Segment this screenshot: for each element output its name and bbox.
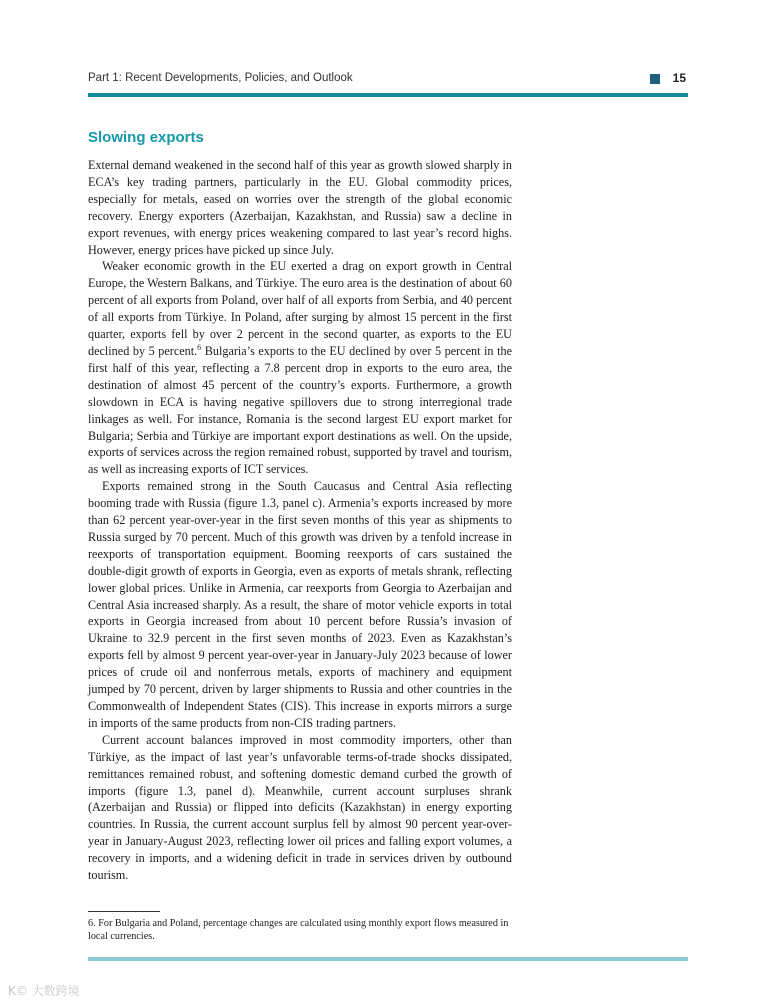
header-square-icon <box>650 74 660 84</box>
page-number: 15 <box>672 71 686 85</box>
paragraph-4: Current account balances improved in most commodity importers, other than Türkiye, as the impact of last year’s unfavorable terms-of-trade shocks dissipated, remittances remained robust, and softening domestic demand curbed the growth of imports (figure 1.3, panel d). Meanwhile, current account surpluses shrank (Azerbaijan and Russia) or flipped into deficits (Kazakhstan) in energy exporting countries. In Russia, the current account surplus fell by almost 90 percent year-over-year in January-August 2023, reflecting lower oil prices and falling export volumes, a recovery in imports, and a widening deficit in trade in services driven by outbound tourism. <box>88 732 512 883</box>
watermark-logo: K© 大数跨境 <box>8 984 80 998</box>
footnote-rule <box>88 911 160 912</box>
paragraph-2-text-b: Bulgaria’s exports to the EU declined by over 5 percent in the first half of this year, reflecting a 7.8 percent drop in exports to the euro area, the destination of almost 45 percent of the country’s exports. Furthermore, a growth slowdown in ECA is having negative spillovers due to strong interregional trade linkages as well. For instance, Romania is the second largest EU export market for Bulgaria; Serbia and Türkiye are important export destinations as well. On the upside, exports of services across the region remained robust, supported by travel and tourism, as well as increasing exports of ICT services. <box>88 343 512 477</box>
bottom-rule <box>88 957 688 961</box>
paragraph-2 <box>88 258 512 478</box>
paragraph-3: Exports remained strong in the South Caucasus and Central Asia reflecting booming trade with Russia (figure 1.3, panel c). Armenia’s exports increased by more than 62 percent year-over-year in the first seven months of this year as shipments to Russia surged by 70 percent. Much of this growth was driven by a tenfold increase in reexports of transportation equipment. Booming reexports of cars sustained the double-digit growth of exports in Georgia, even as exports of metals shrank, reflecting lower global prices. Unlike in Armenia, car reexports from Georgia to Azerbaijan and Central Asia increased sharply. As a result, the share of motor vehicle exports in total exports in Georgia increased from about 10 percent before Russia’s invasion of Ukraine to 32.9 percent in the first seven months of 2023. Even as Kazakhstan’s exports fell by almost 9 percent year-over-year in January-July 2023 because of lower prices of crude oil and nonferrous metals, exports of machinery and equipment jumped by 70 percent, driven by larger shipments to Russia and other countries in the Commonwealth of Independent States (CIS). This increase in exports mirrors a surge in imports of the same products from non-CIS trading partners. <box>88 479 512 730</box>
page-header <box>88 70 688 90</box>
body-text <box>88 157 512 884</box>
section-title: Slowing exports <box>88 129 204 146</box>
header-rule <box>88 93 688 97</box>
paragraph-1: External demand weakened in the second half of this year as growth slowed sharply in ECA’s key trading partners, particularly in the EU. Global commodity prices, especially for metals, eased on worries over the strength of the global economic recovery. Energy exporters (Azerbaijan, Kazakhstan, and Russia) saw a decline in export revenues, with energy prices weakening compared to last year’s record highs. However, energy prices have picked up since July. <box>88 158 512 257</box>
paragraph-2-text-a: Weaker economic growth in the EU exerted a drag on export growth in Central Europe, the Western Balkans, and Türkiye. The euro area is the destination of about 60 percent of all exports from Poland, over half of all exports from Serbia, and 40 percent of all exports from Türkiye. In Poland, after surging by almost 15 percent in the first quarter, exports fell by over 2 percent in the second quarter, as exports to the EU declined by 5 percent. <box>88 259 512 358</box>
running-title: Part 1: Recent Developments, Policies, and Outlook <box>88 72 353 84</box>
footnote: 6. For Bulgaria and Poland, percentage changes are calculated using monthly export flows measured in local currencies. <box>88 918 509 942</box>
footnote-reference[interactable]: 6 <box>197 342 202 352</box>
